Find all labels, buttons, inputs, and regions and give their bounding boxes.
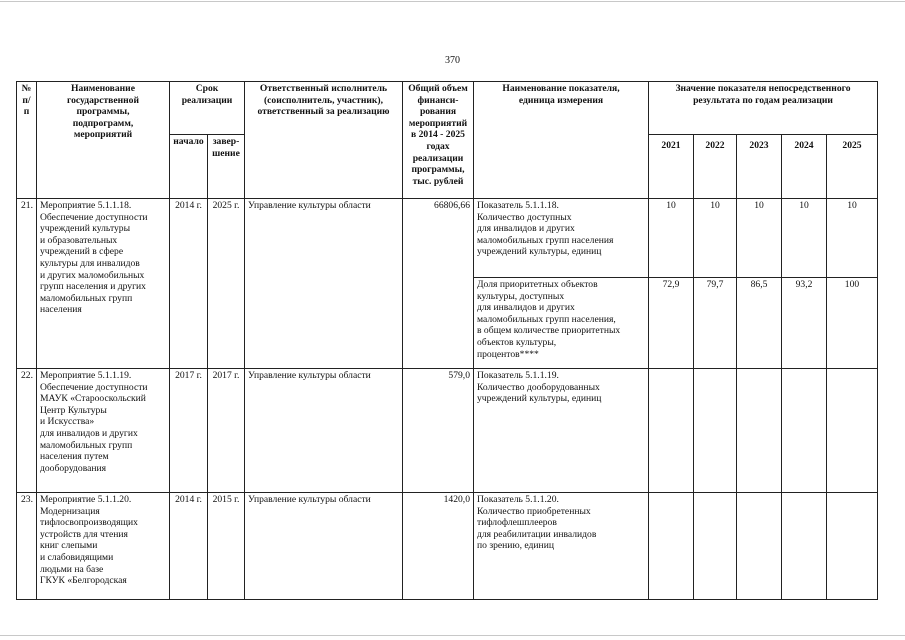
funding-volume: 1420,0 (403, 493, 474, 600)
header-volume: Общий объем финанси- рования мероприятий в 2014 - 2025 годах реализации программы, тыс. рублей (403, 82, 474, 199)
table-row (17, 369, 878, 493)
indicator-value (827, 493, 878, 600)
header-year: 2024 (782, 135, 827, 199)
row-number: 22. (17, 369, 37, 493)
table-row (17, 493, 878, 600)
indicator-value: 10 (827, 199, 878, 278)
indicator-value: 93,2 (782, 278, 827, 369)
indicator-value (827, 369, 878, 493)
header-values: Значение показателя непосредственного результата по годам реализации (649, 82, 878, 135)
header-indicator: Наименование показателя, единица измерения (474, 82, 649, 199)
executor: Управление культуры области (245, 199, 403, 369)
term-start: 2014 г. (170, 199, 208, 369)
term-end: 2017 г. (208, 369, 245, 493)
measure-name: Мероприятие 5.1.1.20. Модернизация тифлосвопроизводящих устройств для чтения книг слепыми и слабовидящими людьми на базе ГКУК «Белгородская (37, 493, 170, 600)
row-number: 23. (17, 493, 37, 600)
header-num: № п/п (17, 82, 37, 199)
indicator-value: 86,5 (737, 278, 782, 369)
indicator-value (782, 493, 827, 600)
table-row (17, 199, 878, 278)
term-start: 2014 г. (170, 493, 208, 600)
header-term-start: начало (170, 135, 208, 199)
row-number: 21. (17, 199, 37, 369)
indicator-text: Показатель 5.1.1.20. Количество приобретенных тифлофлешплееров для реабилитации инвалидов по зрению, единиц (474, 493, 649, 600)
scan-edge-top (0, 1, 905, 2)
term-end: 2025 г. (208, 199, 245, 369)
header-year: 2023 (737, 135, 782, 199)
indicator-value: 72,9 (649, 278, 694, 369)
executor: Управление культуры области (245, 369, 403, 493)
indicator-value: 10 (694, 199, 737, 278)
page-number: 370 (445, 55, 460, 66)
indicator-value: 79,7 (694, 278, 737, 369)
header-year: 2021 (649, 135, 694, 199)
funding-volume: 66806,66 (403, 199, 474, 369)
header-executor: Ответственный исполнитель (соисполнитель, участник), ответственный за реализацию (245, 82, 403, 199)
term-start: 2017 г. (170, 369, 208, 493)
header-name: Наименование государственной программы, подпрограмм, мероприятий (37, 82, 170, 199)
header-year: 2025 (827, 135, 878, 199)
indicator-value: 10 (737, 199, 782, 278)
measure-name: Мероприятие 5.1.1.19. Обеспечение доступности МАУК «Старооскольский Центр Культуры и Искусства» для инвалидов и других маломобильных групп населения путем дооборудования (37, 369, 170, 493)
header-year: 2022 (694, 135, 737, 199)
indicator-value (694, 369, 737, 493)
term-end: 2015 г. (208, 493, 245, 600)
indicator-value: 100 (827, 278, 878, 369)
indicator-value (737, 493, 782, 600)
header-term-end: завер- шение (208, 135, 245, 199)
indicator-value (649, 369, 694, 493)
indicator-value: 10 (649, 199, 694, 278)
indicator-value: 10 (782, 199, 827, 278)
program-table (16, 81, 878, 600)
measure-name: Мероприятие 5.1.1.18. Обеспечение доступности учреждений культуры и образовательных учреждений в сфере культуры для инвалидов и других маломобильных групп населения и других маломобильных групп населения (37, 199, 170, 369)
header-term: Срок реализации (170, 82, 245, 135)
scan-edge-bottom (0, 635, 905, 636)
indicator-value (649, 493, 694, 600)
indicator-text: Показатель 5.1.1.19. Количество дооборудованных учреждений культуры, единиц (474, 369, 649, 493)
executor: Управление культуры области (245, 493, 403, 600)
indicator-value (782, 369, 827, 493)
funding-volume: 579,0 (403, 369, 474, 493)
indicator-value (737, 369, 782, 493)
indicator-text: Доля приоритетных объектов культуры, доступных для инвалидов и других маломобильных групп населения, в общем количестве приоритетных объектов культуры, процентов**** (474, 278, 649, 369)
indicator-text: Показатель 5.1.1.18. Количество доступных для инвалидов и других маломобильных групп населения учреждений культуры, единиц (474, 199, 649, 278)
indicator-value (694, 493, 737, 600)
